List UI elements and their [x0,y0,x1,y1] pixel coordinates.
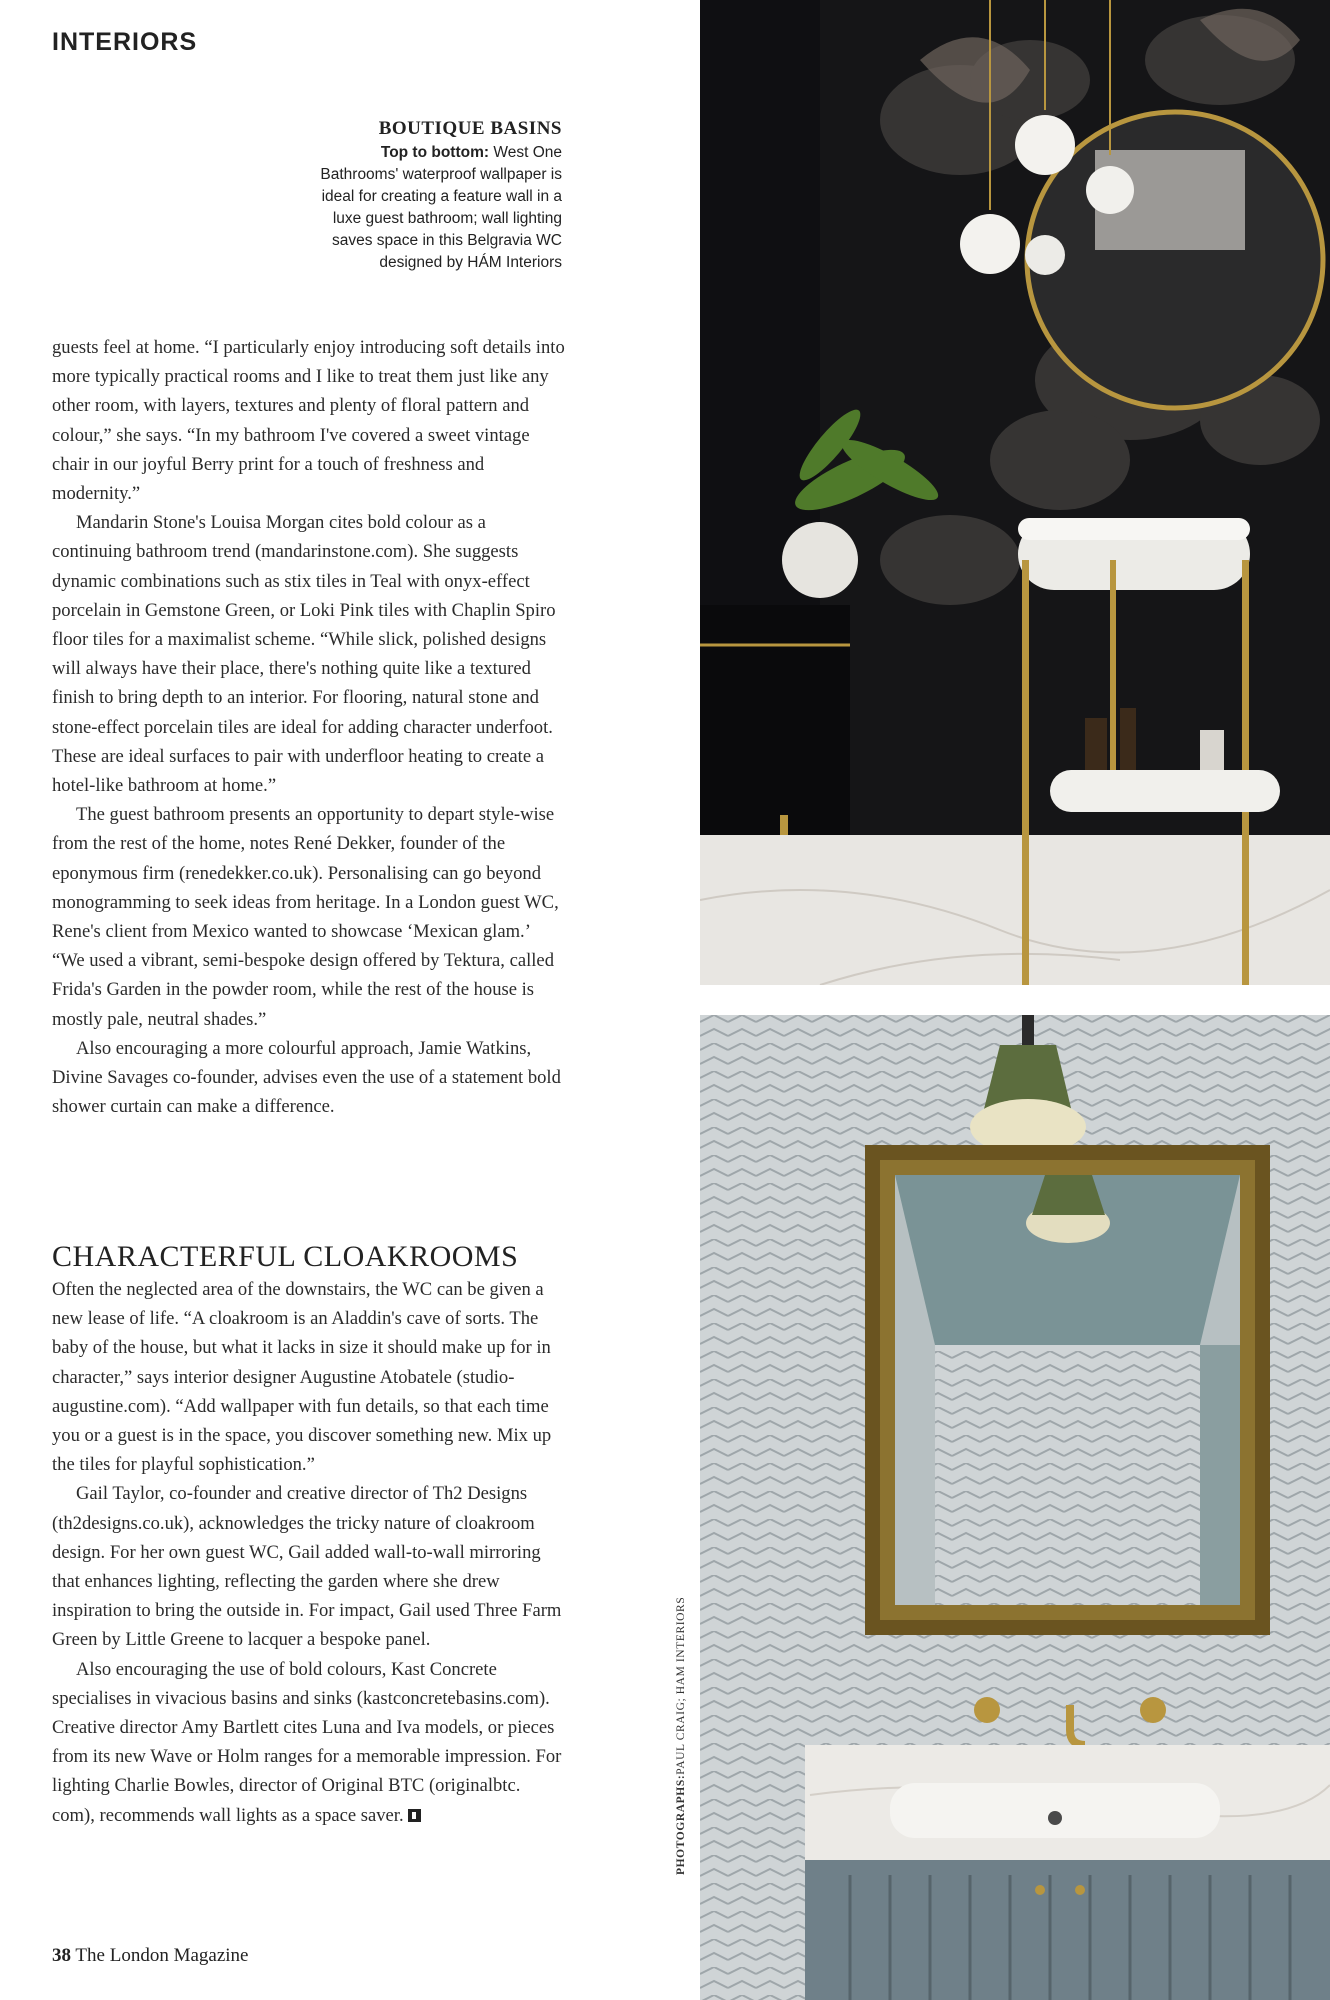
photo-credit-label: PHOTOGRAPHS: [675,1774,687,1875]
page-number: 38 [52,1945,71,1966]
cloakroom-photo-bottom-illustration [700,1015,1330,2000]
article-paragraph: guests feel at home. “I particularly enjoy introducing soft details into more typically practical rooms and I like to treat them just like any other room, with layers, textures and plenty of floral pattern and colour,” she says. “In my bathroom I've covered a sweet vintage chair in our joyful Berry print for a touch of freshness and modernity.” [52,337,565,505]
photo-credit-names: PAUL CRAIG; HAM INTERIORS [675,1596,687,1775]
article-paragraph: Also encouraging a more colourful approach, Jamie Watkins, Divine Savages co-founder, advises even the use of a statement bold shower curtain can make a difference. [52,1037,561,1118]
bathroom-photo-top-illustration [700,0,1330,985]
section-label: INTERIORS [52,28,198,56]
caption-title: BOUTIQUE BASINS [378,118,562,139]
publication-name: The London Magazine [75,1945,249,1966]
article-column-2 [52,1233,566,1830]
page-footer [52,1945,248,1967]
article-paragraph: Often the neglected area of the downstairs, the WC can be given a new lease of life. “A cloakroom is an Aladdin's cave of sorts. The baby of the house, but what it lacks in size it should make up for in character,” says interior designer Augustine Atobatele (studio-augustine.com). “Add wallpaper with fun details, so that each time you or a guest is in the space, you discover something new. Mix up the tiles for playful sophistication.” [52,1279,552,1476]
bathroom-photo-top [700,0,1330,985]
article-paragraph: Gail Taylor, co-founder and creative director of Th2 Designs (th2designs.co.uk), acknowledges the tricky nature of cloakroom design. For her own guest WC, Gail added wall-to-wall mirroring that enhances lighting, reflecting the garden where she drew inspiration to bring the outside in. For impact, Gail used Three Farm Green by Little Greene to lacquer a bespoke panel. [52,1483,562,1651]
caption-body [302,142,562,274]
end-mark-icon [408,1809,421,1822]
article-paragraph: The guest bathroom presents an opportunity to depart style-wise from the rest of the home, notes René Dekker, founder of the eponymous firm (renedekker.co.uk). Personalising can go beyond monogramming to seek ideas from heritage. In a London guest WC, Rene's client from Mexico wanted to showcase ‘Mexican glam.’ “We used a vibrant, semi-bespoke design offered by Tektura, called Frida's Garden in the powder room, while the rest of the house is mostly pale, neutral shades.” [52,804,559,1030]
article-paragraph-text: Also encouraging the use of bold colours, Kast Concrete specialises in vivacious basins and sinks (kastconcretebasins.com). Creative director Amy Bartlett cites Luna and Iva models, or pieces from its new Wave or Holm ranges for a memorable impression. For lighting Charlie Bowles, director of Original BTC (originalbtc. com), recommends wall lights as a space saver. [52,1658,562,1826]
photo-caption [302,118,562,274]
article-paragraph [52,1655,566,1830]
article-column-1 [52,333,566,1121]
caption-text: West One Bathrooms' waterproof wallpaper is ideal for creating a feature wall in a luxe guest bathroom; wall lighting saves space in this Belgravia WC designed by HÁM Interiors [320,144,562,271]
caption-lead: Top to bottom: [380,144,490,161]
cloakroom-photo-bottom [700,1015,1330,2000]
article-paragraph: Mandarin Stone's Louisa Morgan cites bold colour as a continuing bathroom trend (mandarinstone.com). She suggests dynamic combinations such as stix tiles in Teal with onyx-effect porcelain in Gemstone Green, or Loki Pink tiles with Chaplin Spiro floor tiles for a maximalist scheme. “While slick, polished designs will always have their place, there's nothing quite like a textured finish to bring depth to an interior. For flooring, natural stone and stone-effect porcelain tiles are ideal for adding character underfoot. These are ideal surfaces to pair with underfloor heating to create a hotel-like bathroom at home.” [52,512,556,797]
section-heading: CHARACTERFUL CLOAKROOMS [52,1240,519,1273]
photo-credit [675,1597,687,1875]
